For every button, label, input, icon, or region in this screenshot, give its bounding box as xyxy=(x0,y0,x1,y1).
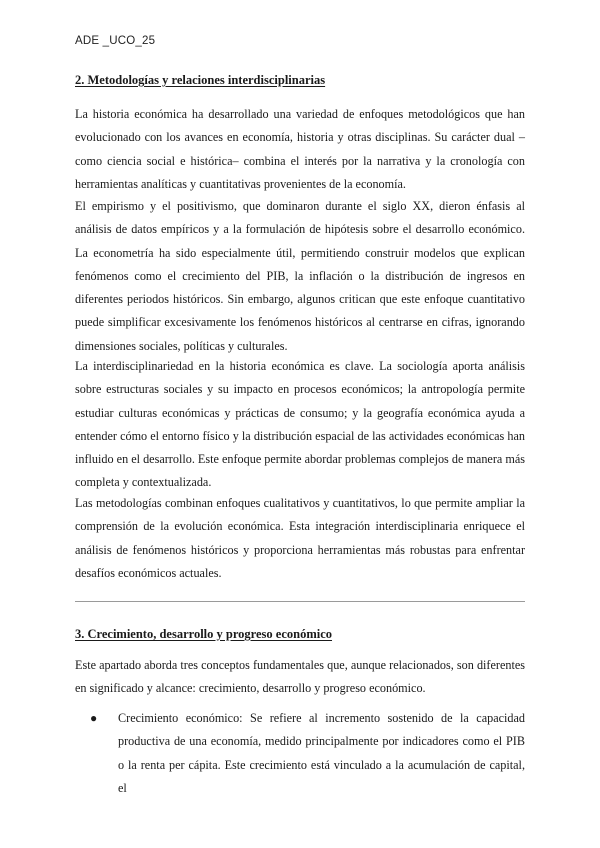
section-3-intro: Este apartado aborda tres conceptos fundamentales que, aunque relacionados, son diferentes en significado y alcance: crecimiento, desarrollo y progreso económico. xyxy=(75,658,525,696)
section-3-heading: 3. Crecimiento, desarrollo y progreso económico xyxy=(75,627,333,641)
section-2-heading: 2. Metodologías y relaciones interdisciplinarias xyxy=(75,73,326,87)
horizontal-divider xyxy=(75,601,525,602)
section-2-paragraph-3: La interdisciplinariedad en la historia económica es clave. La sociología aporta análisis sobre estructuras sociales y su impacto en procesos económicos; la antropología permite estudiar culturas económicas y prácticas de consumo; y la geografía económica ayuda a entender cómo el entorno físico y la distribución espacial de las actividades económicas han influido en el desarrollo. Este enfoque permite abordar problemas complejos de manera más completa y contextualizada. xyxy=(75,359,525,490)
bullet-item-crecimiento: Crecimiento económico: Se refiere al incremento sostenido de la capacidad productiva de una economía, medido principalmente por indicadores como el PIB o la renta per cápita. Este crecimiento está vinculado a la acumulación de capital, el xyxy=(118,711,525,795)
section-2-paragraph-2: El empirismo y el positivismo, que dominaron durante el siglo XX, dieron énfasis al análisis de datos empíricos y a la formulación de hipótesis sobre el desarrollo económico. La econometría ha sido especialmente útil, permitiendo construir modelos que explican fenómenos como el crecimiento del PIB, la inflación o la distribución de ingresos en diferentes periodos históricos. Sin embargo, algunos critican que este enfoque cuantitativo puede simplificar excesivamente los fenómenos históricos al centrarse en cifras, ignorando dimensiones sociales, políticas y culturales. xyxy=(75,199,525,353)
bullet-marker: ● xyxy=(90,711,98,725)
section-2-paragraph-1: La historia económica ha desarrollado una variedad de enfoques metodológicos que han evolucionado con los avances en economía, historia y otras disciplinas. Su carácter dual –como ciencia social e histórica– combina el interés por la narrativa y la cronología con herramientas analíticas y cuantitativas provenientes de la economía. xyxy=(75,107,525,191)
section-2-paragraph-4: Las metodologías combinan enfoques cualitativos y cuantitativos, lo que permite ampliar la comprensión de la evolución económica. Esta integración interdisciplinaria enriquece el análisis de fenómenos históricos y proporciona herramientas más robustas para enfrentar desafíos económicos actuales. xyxy=(75,496,525,580)
page-header-code: ADE _UCO_25 xyxy=(75,35,156,47)
